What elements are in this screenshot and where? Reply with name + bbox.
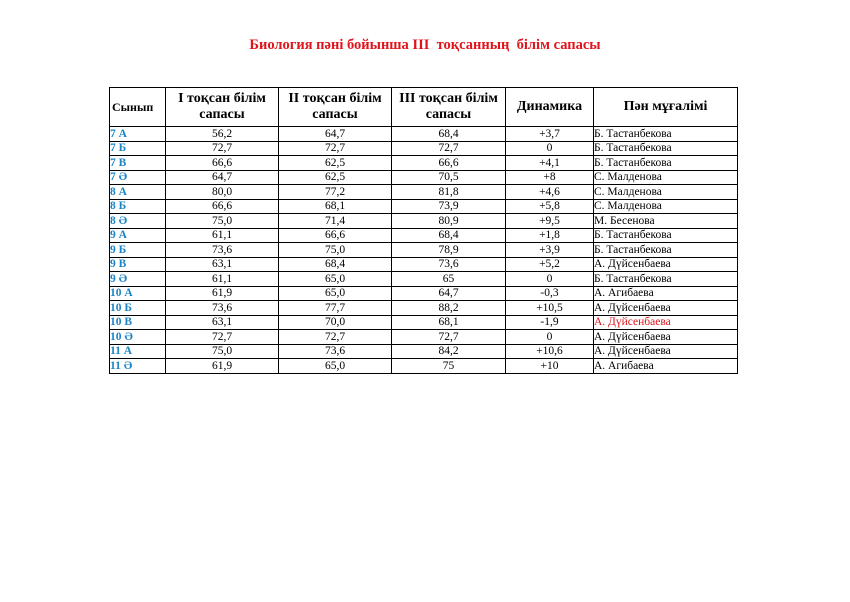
teacher-cell: С. Малденова: [594, 170, 738, 185]
class-cell: 11 Ә: [110, 359, 166, 374]
dynamics-cell: +9,5: [506, 214, 594, 229]
q3-cell: 84,2: [392, 344, 506, 359]
teacher-cell: С. Малденова: [594, 185, 738, 200]
dynamics-cell: +4,6: [506, 185, 594, 200]
class-cell: 10 Ә: [110, 330, 166, 345]
class-cell: 10 Б: [110, 301, 166, 316]
q2-cell: 71,4: [279, 214, 392, 229]
table-row: [110, 199, 738, 214]
table-body: [110, 127, 738, 374]
header-q2: II тоқсан білім сапасы: [279, 88, 392, 127]
teacher-cell: Б. Тастанбекова: [594, 127, 738, 142]
q3-cell: 68,4: [392, 127, 506, 142]
table-row: [110, 344, 738, 359]
q2-cell: 62,5: [279, 170, 392, 185]
teacher-cell: Б. Тастанбекова: [594, 243, 738, 258]
class-cell: 9 В: [110, 257, 166, 272]
class-cell: 10 А: [110, 286, 166, 301]
table-row: [110, 156, 738, 171]
q2-cell: 62,5: [279, 156, 392, 171]
q3-cell: 72,7: [392, 330, 506, 345]
teacher-cell: А. Дүйсенбаева: [594, 330, 738, 345]
dynamics-cell: +10: [506, 359, 594, 374]
q2-cell: 65,0: [279, 286, 392, 301]
teacher-cell: Б. Тастанбекова: [594, 156, 738, 171]
table-row: [110, 141, 738, 156]
q1-cell: 73,6: [166, 301, 279, 316]
table-row: [110, 330, 738, 345]
dynamics-cell: 0: [506, 272, 594, 287]
table-row: [110, 127, 738, 142]
class-cell: 7 В: [110, 156, 166, 171]
q3-cell: 81,8: [392, 185, 506, 200]
dynamics-cell: +5,8: [506, 199, 594, 214]
class-cell: 9 Ә: [110, 272, 166, 287]
grades-table: [109, 87, 738, 374]
q1-cell: 75,0: [166, 214, 279, 229]
q1-cell: 63,1: [166, 257, 279, 272]
q1-cell: 56,2: [166, 127, 279, 142]
header-q1: I тоқсан білім сапасы: [166, 88, 279, 127]
q2-cell: 65,0: [279, 359, 392, 374]
q1-cell: 72,7: [166, 330, 279, 345]
q1-cell: 66,6: [166, 199, 279, 214]
teacher-cell: Б. Тастанбекова: [594, 228, 738, 243]
class-cell: 9 А: [110, 228, 166, 243]
q3-cell: 68,1: [392, 315, 506, 330]
dynamics-cell: -0,3: [506, 286, 594, 301]
q3-cell: 68,4: [392, 228, 506, 243]
table-row: [110, 228, 738, 243]
header-q3: III тоқсан білім сапасы: [392, 88, 506, 127]
q3-cell: 66,6: [392, 156, 506, 171]
teacher-cell: Б. Тастанбекова: [594, 272, 738, 287]
q3-cell: 70,5: [392, 170, 506, 185]
teacher-cell: А. Дүйсенбаева: [594, 301, 738, 316]
q2-cell: 75,0: [279, 243, 392, 258]
q2-cell: 68,4: [279, 257, 392, 272]
teacher-cell: А. Дүйсенбаева: [594, 344, 738, 359]
teacher-cell: Б. Тастанбекова: [594, 141, 738, 156]
table-row: [110, 359, 738, 374]
teacher-cell: А. Агибаева: [594, 286, 738, 301]
header-teacher: Пән мұғалімі: [594, 88, 738, 127]
class-cell: 8 А: [110, 185, 166, 200]
table-row: [110, 301, 738, 316]
q1-cell: 72,7: [166, 141, 279, 156]
page-title: Биология пәні бойынша III тоқсанның білім сапасы: [249, 37, 601, 53]
q1-cell: 75,0: [166, 344, 279, 359]
class-cell: 7 А: [110, 127, 166, 142]
q1-cell: 66,6: [166, 156, 279, 171]
class-cell: 7 Ә: [110, 170, 166, 185]
table-row: [110, 170, 738, 185]
teacher-cell: А. Дүйсенбаева: [594, 257, 738, 272]
q3-cell: 78,9: [392, 243, 506, 258]
q3-cell: 72,7: [392, 141, 506, 156]
teacher-cell: А. Агибаева: [594, 359, 738, 374]
q1-cell: 63,1: [166, 315, 279, 330]
header-dynamics: Динамика: [506, 88, 594, 127]
q3-cell: 73,9: [392, 199, 506, 214]
dynamics-cell: +10,5: [506, 301, 594, 316]
q2-cell: 70,0: [279, 315, 392, 330]
q2-cell: 66,6: [279, 228, 392, 243]
table-row: [110, 243, 738, 258]
q3-cell: 73,6: [392, 257, 506, 272]
teacher-cell: А. Дүйсенбаева: [594, 315, 738, 330]
q2-cell: 77,7: [279, 301, 392, 316]
table-row: [110, 214, 738, 229]
q1-cell: 61,9: [166, 359, 279, 374]
q1-cell: 64,7: [166, 170, 279, 185]
q1-cell: 80,0: [166, 185, 279, 200]
q2-cell: 65,0: [279, 272, 392, 287]
dynamics-cell: 0: [506, 330, 594, 345]
table-row: [110, 315, 738, 330]
q2-cell: 73,6: [279, 344, 392, 359]
q2-cell: 72,7: [279, 330, 392, 345]
q3-cell: 64,7: [392, 286, 506, 301]
table-row: [110, 272, 738, 287]
q2-cell: 68,1: [279, 199, 392, 214]
dynamics-cell: 0: [506, 141, 594, 156]
table-header-row: [110, 88, 738, 127]
q2-cell: 77,2: [279, 185, 392, 200]
class-cell: 8 Б: [110, 199, 166, 214]
dynamics-cell: +3,9: [506, 243, 594, 258]
dynamics-cell: +4,1: [506, 156, 594, 171]
class-cell: 11 А: [110, 344, 166, 359]
table-row: [110, 185, 738, 200]
dynamics-cell: +5,2: [506, 257, 594, 272]
q1-cell: 61,9: [166, 286, 279, 301]
teacher-cell: М. Бесенова: [594, 214, 738, 229]
dynamics-cell: +3,7: [506, 127, 594, 142]
dynamics-cell: +8: [506, 170, 594, 185]
q1-cell: 61,1: [166, 228, 279, 243]
class-cell: 9 Б: [110, 243, 166, 258]
q3-cell: 75: [392, 359, 506, 374]
q1-cell: 61,1: [166, 272, 279, 287]
class-cell: 10 В: [110, 315, 166, 330]
teacher-cell: С. Малденова: [594, 199, 738, 214]
q2-cell: 64,7: [279, 127, 392, 142]
dynamics-cell: +1,8: [506, 228, 594, 243]
dynamics-cell: +10,6: [506, 344, 594, 359]
q1-cell: 73,6: [166, 243, 279, 258]
table-row: [110, 286, 738, 301]
q3-cell: 88,2: [392, 301, 506, 316]
class-cell: 7 Б: [110, 141, 166, 156]
dynamics-cell: -1,9: [506, 315, 594, 330]
header-class: Сынып: [110, 88, 166, 127]
q3-cell: 80,9: [392, 214, 506, 229]
q3-cell: 65: [392, 272, 506, 287]
class-cell: 8 Ә: [110, 214, 166, 229]
q2-cell: 72,7: [279, 141, 392, 156]
table-row: [110, 257, 738, 272]
